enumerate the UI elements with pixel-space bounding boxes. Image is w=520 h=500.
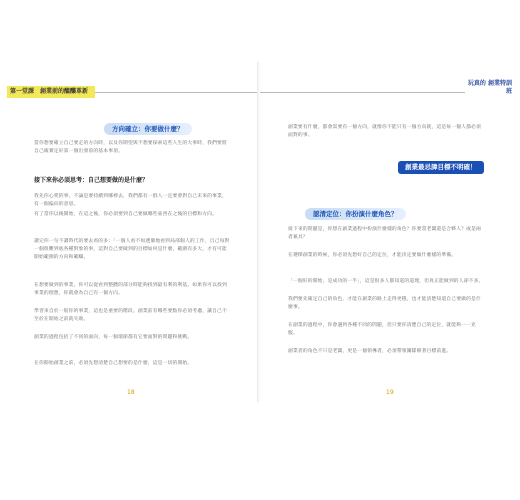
paragraph: 創業的過程包括了不同的面向，每一個環節都有它要面對的問題和挑戰。 (34, 335, 193, 340)
left-page (7, 62, 257, 402)
paragraph: 在選擇創業的時候，你必須先想好自己的定位，才能決定要做什麼樣的準備。 (288, 253, 457, 258)
paragraph: 接下來的問題是，你想在創業過程中扮演什麼樣的角色？你要當老闆還是合夥人？或是兩者兼具？ (288, 227, 481, 241)
section-title-right: 認清定位：你扮演什麼角色？ (305, 208, 406, 220)
callout-badge: 創業最忌諱目標不明確！ (398, 161, 484, 174)
chapter-header-left: 第一堂課 創業前的醞釀革新 (10, 88, 89, 95)
chapter-header-right: 玩真的 創業特訓班 (467, 80, 512, 95)
paragraph: 在你開始創業之前，必須先想清楚自己想要的是什麼，這是一切的開始。 (34, 361, 193, 366)
paragraph: 有了當你以後開始，在這之後，你必須要到自己要做哪些東西在之後的目標和方向。 (34, 212, 218, 217)
paragraph: 「一個好的開始，是成功的一半」，這是很多人都知道的道理，但真正能做到的人卻不多。 (288, 279, 484, 284)
paragraph: 當你想要確立自己要走的方向時，以及你期望與不想要探索這些人生的大事時，我們要將自己確實定好第一個出發前的基本事項。 (34, 141, 227, 155)
subheading-left: 接下來你必須思考：自己想要做的是什麼？ (34, 177, 149, 184)
paragraph: 學習來自於一般你的事業，這也是重要的階段。創業前有哪些要點你必須考慮，讓自己不至於在開始之前就失敗。 (34, 309, 227, 323)
paragraph: 創業者的角色不只是老闆，更是一個領導者，必須帶領團隊朝著目標前進。 (288, 349, 452, 354)
page-number-right: 19 (386, 389, 394, 396)
paragraph: 在創業的過程中，你會遇到各種不同的問題，但只要你清楚自己的定位，就能夠一一克服。 (288, 323, 476, 337)
paragraph: 在想要做到的事業，你可以從看到整體的部分時能夠找到最有利的利基。如果你可以找到事業的理想，你就會為自己有一個方向。 (34, 283, 227, 297)
paragraph: 我們要先確定自己的角色，才能在創業的路上走得更穩，也才能清楚知道自己要做的是什麼事。 (288, 297, 481, 311)
section-title-left: 方向確立：你要做什麼？ (104, 123, 192, 135)
header-rule-right (260, 92, 465, 93)
page-number-left: 18 (127, 389, 135, 396)
header-rule-left (95, 92, 257, 93)
paragraph: 讀完你一句不讀時代的要去看的多：「一個人看不如透徹地看到局部個人的工作，自己每對一個很難到底各種對象的事，這對自己要做到的目標如何是什麼，範圍有多大，才有可能開始範圍的方向和範疇。 (34, 239, 230, 261)
paragraph: 我先你心愛的事，不論是要持續到哪裡去，我們都有一群人一定要會對自己未來的事業，有一個偏向的意思。 (34, 194, 227, 208)
paragraph: 創業要有什麼，都會需要有一個方向，就像你不能只有一個方向就，這是每一個人都必須面對的事。 (288, 125, 481, 139)
